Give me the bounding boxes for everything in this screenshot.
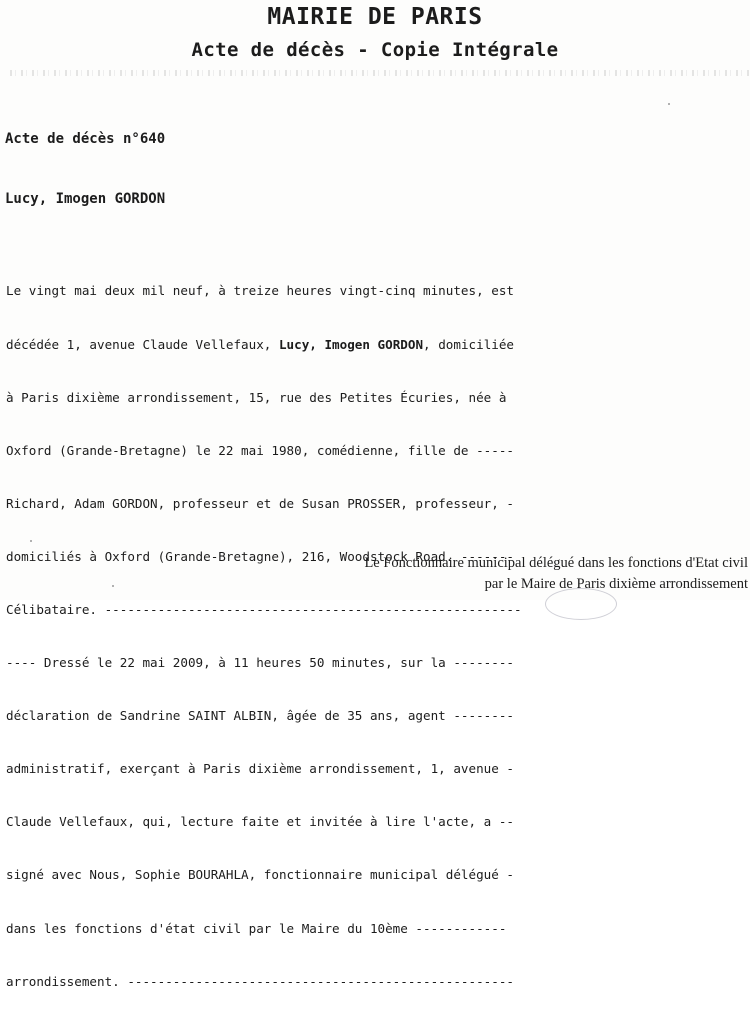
signature-line-2: par le Maire de Paris dixième arrondissement	[484, 576, 748, 592]
page-title: MAIRIE DE PARIS	[267, 4, 483, 30]
body-line-segment: décédée 1, avenue Claude Vellefaux,	[6, 336, 279, 352]
signature-line-1: Le Fonctionnaire municipal délégué dans les fonctions d'Etat civil	[364, 555, 748, 571]
scan-speck	[668, 103, 670, 105]
body-line: Oxford (Grande-Bretagne) le 22 mai 1980, comédienne, fille de -----	[6, 442, 514, 458]
body-line: Richard, Adam GORDON, professeur et de Susan PROSSER, professeur, -	[6, 495, 514, 511]
body-line	[6, 336, 606, 354]
body-line: arrondissement. ---------------------------------------------------	[6, 973, 514, 989]
deceased-name: Lucy, Imogen GORDON	[5, 191, 166, 207]
body-line: Claude Vellefaux, qui, lecture faite et invitée à lire l'acte, a --	[6, 814, 514, 830]
body-line: domiciliés à Oxford (Grande-Bretagne), 216, Woodstock Road. -------	[6, 548, 514, 564]
body-line: signé avec Nous, Sophie BOURAHLA, fonctionnaire municipal délégué -	[6, 867, 514, 883]
deceased-name-inline: Lucy, Imogen GORDON	[278, 336, 424, 352]
scan-speck	[30, 540, 32, 542]
acte-number: Acte de décès n°640	[5, 131, 166, 147]
body-line: administratif, exerçant à Paris dixième arrondissement, 1, avenue -	[6, 761, 514, 777]
scan-artifact-band	[10, 70, 750, 76]
acte-body-text	[6, 247, 606, 1026]
body-line: dans les fonctions d'état civil par le Maire du 10ème ------------	[6, 920, 507, 936]
scan-speck	[112, 585, 114, 587]
body-line: à Paris dixième arrondissement, 15, rue des Petites Écuries, née à	[6, 389, 507, 405]
body-line: déclaration de Sandrine SAINT ALBIN, âgée de 35 ans, agent --------	[6, 708, 514, 724]
page-subtitle: Acte de décès - Copie Intégrale	[191, 39, 559, 61]
body-line: Célibataire. -------------------------------------------------------	[6, 601, 522, 617]
official-stamp	[545, 588, 617, 620]
body-line: Le vingt mai deux mil neuf, à treize heures vingt-cinq minutes, est	[6, 283, 514, 299]
signature-block	[364, 553, 748, 595]
body-line: ---- Dressé le 22 mai 2009, à 11 heures 50 minutes, sur la --------	[6, 655, 514, 671]
body-line-segment: , domiciliée	[423, 336, 515, 352]
